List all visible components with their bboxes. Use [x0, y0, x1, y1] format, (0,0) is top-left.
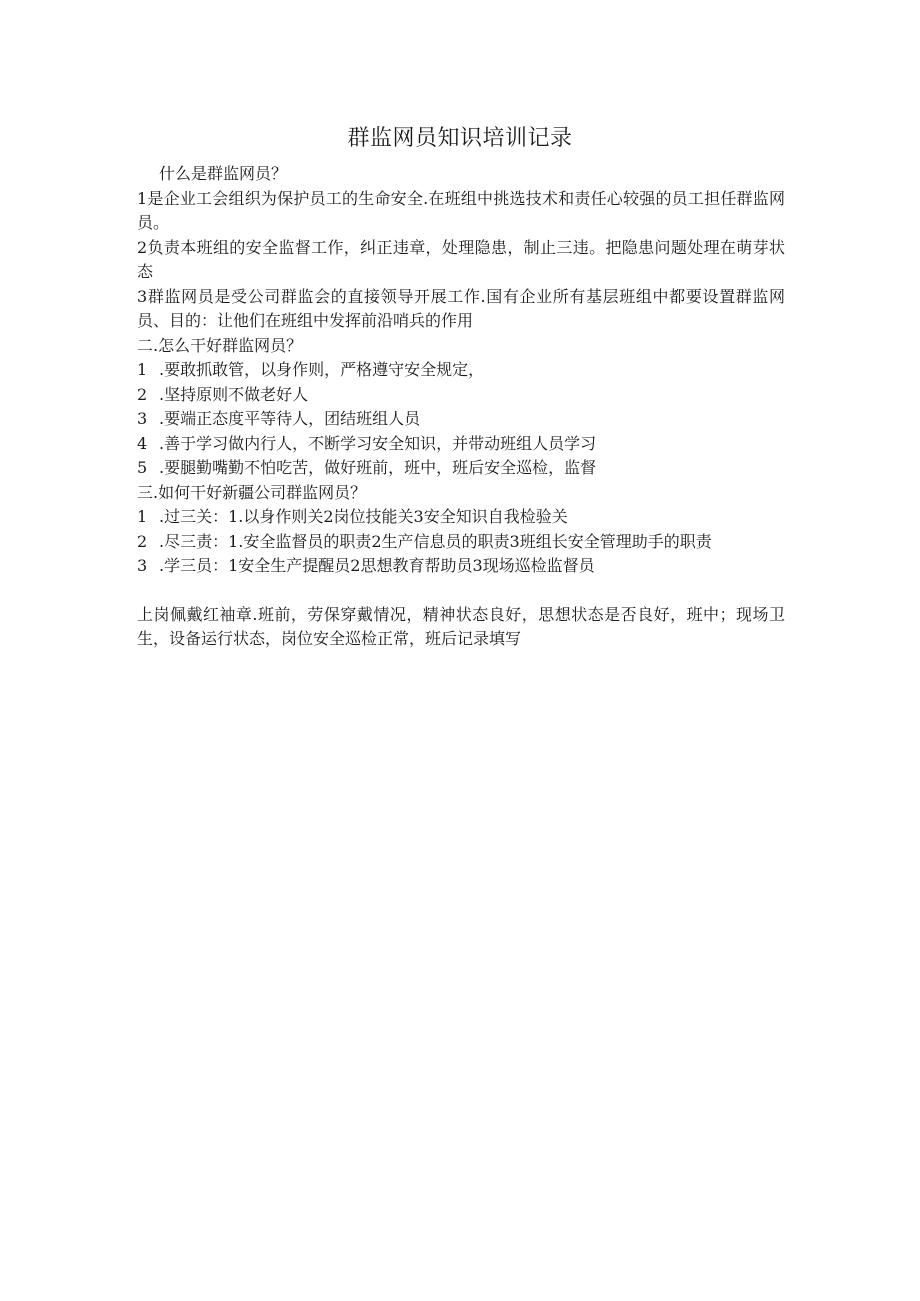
document-title: 群监网员知识培训记录 — [347, 126, 573, 151]
list-item-text: .要腿勤嘴勤不怕吃苦，做好班前，班中，班后安全巡检，监督 — [159, 458, 597, 477]
list-item-number: 3 — [137, 556, 148, 575]
list-item — [137, 505, 785, 530]
list-item — [137, 407, 785, 432]
list-item-text: .坚持原则不做老好人 — [159, 384, 309, 404]
definition-paragraph-2: 2负责本班组的安全监督工作，纠正违章，处理隐患，制止三违。把隐患问题处理在萌芽状态 — [137, 237, 785, 281]
list-item-text: .尽三责：1.安全监督员的职责2生产信息员的职责3班组长安全管理助手的职责 — [159, 531, 712, 551]
document-body — [137, 162, 785, 652]
definition-paragraph-1: 1是企业工会组织为保护员工的生命安全.在班组中挑选技术和责任心较强的员工担任群监网员。 — [137, 188, 785, 232]
list-item — [137, 456, 785, 481]
definition-paragraph-3: 3群监网员是受公司群监会的直接领导开展工作.国有企业所有基层班组中都要设置群监网员、目的：让他们在班组中发挥前沿哨兵的作用 — [137, 286, 785, 330]
paragraph-spacer — [137, 579, 785, 603]
list-item-text: .善于学习做内行人，不断学习安全知识，并带动班组人员学习 — [159, 433, 597, 453]
list-item — [137, 358, 785, 383]
list-item-text: .要敢抓敢管，以身作则，严格遵守安全规定， — [159, 360, 485, 379]
section-two-heading: 二.怎么干好群监网员？ — [137, 335, 303, 355]
list-item — [137, 530, 785, 555]
list-item-text: .过三关：1.以身作则关2岗位技能关3安全知识自我检验关 — [159, 507, 568, 526]
section-three-heading: 三.如何干好新疆公司群监网员？ — [137, 482, 367, 502]
list-item — [137, 383, 785, 408]
list-item-number: 3 — [137, 409, 148, 428]
closing-paragraph: 上岗佩戴红袖章.班前，劳保穿戴情况，精神状态良好，思想状态是否良好，班中；现场卫生，设备运行状态，岗位安全巡检正常，班后记录填写 — [137, 604, 785, 648]
intro-question: 什么是群监网员？ — [159, 164, 288, 183]
list-item-number: 1 — [137, 507, 148, 526]
list-item-text: .要端正态度平等待人，团结班组人员 — [159, 409, 421, 428]
list-item-number: 1 — [137, 360, 148, 379]
list-item — [137, 432, 785, 457]
list-item-number: 2 — [137, 384, 148, 404]
list-item — [137, 554, 785, 579]
list-item-number: 4 — [137, 433, 148, 453]
list-item-text: .学三员：1安全生产提醒员2思想教育帮助员3现场巡检监督员 — [159, 556, 595, 575]
list-item-number: 5 — [137, 458, 148, 477]
list-item-number: 2 — [137, 531, 148, 551]
